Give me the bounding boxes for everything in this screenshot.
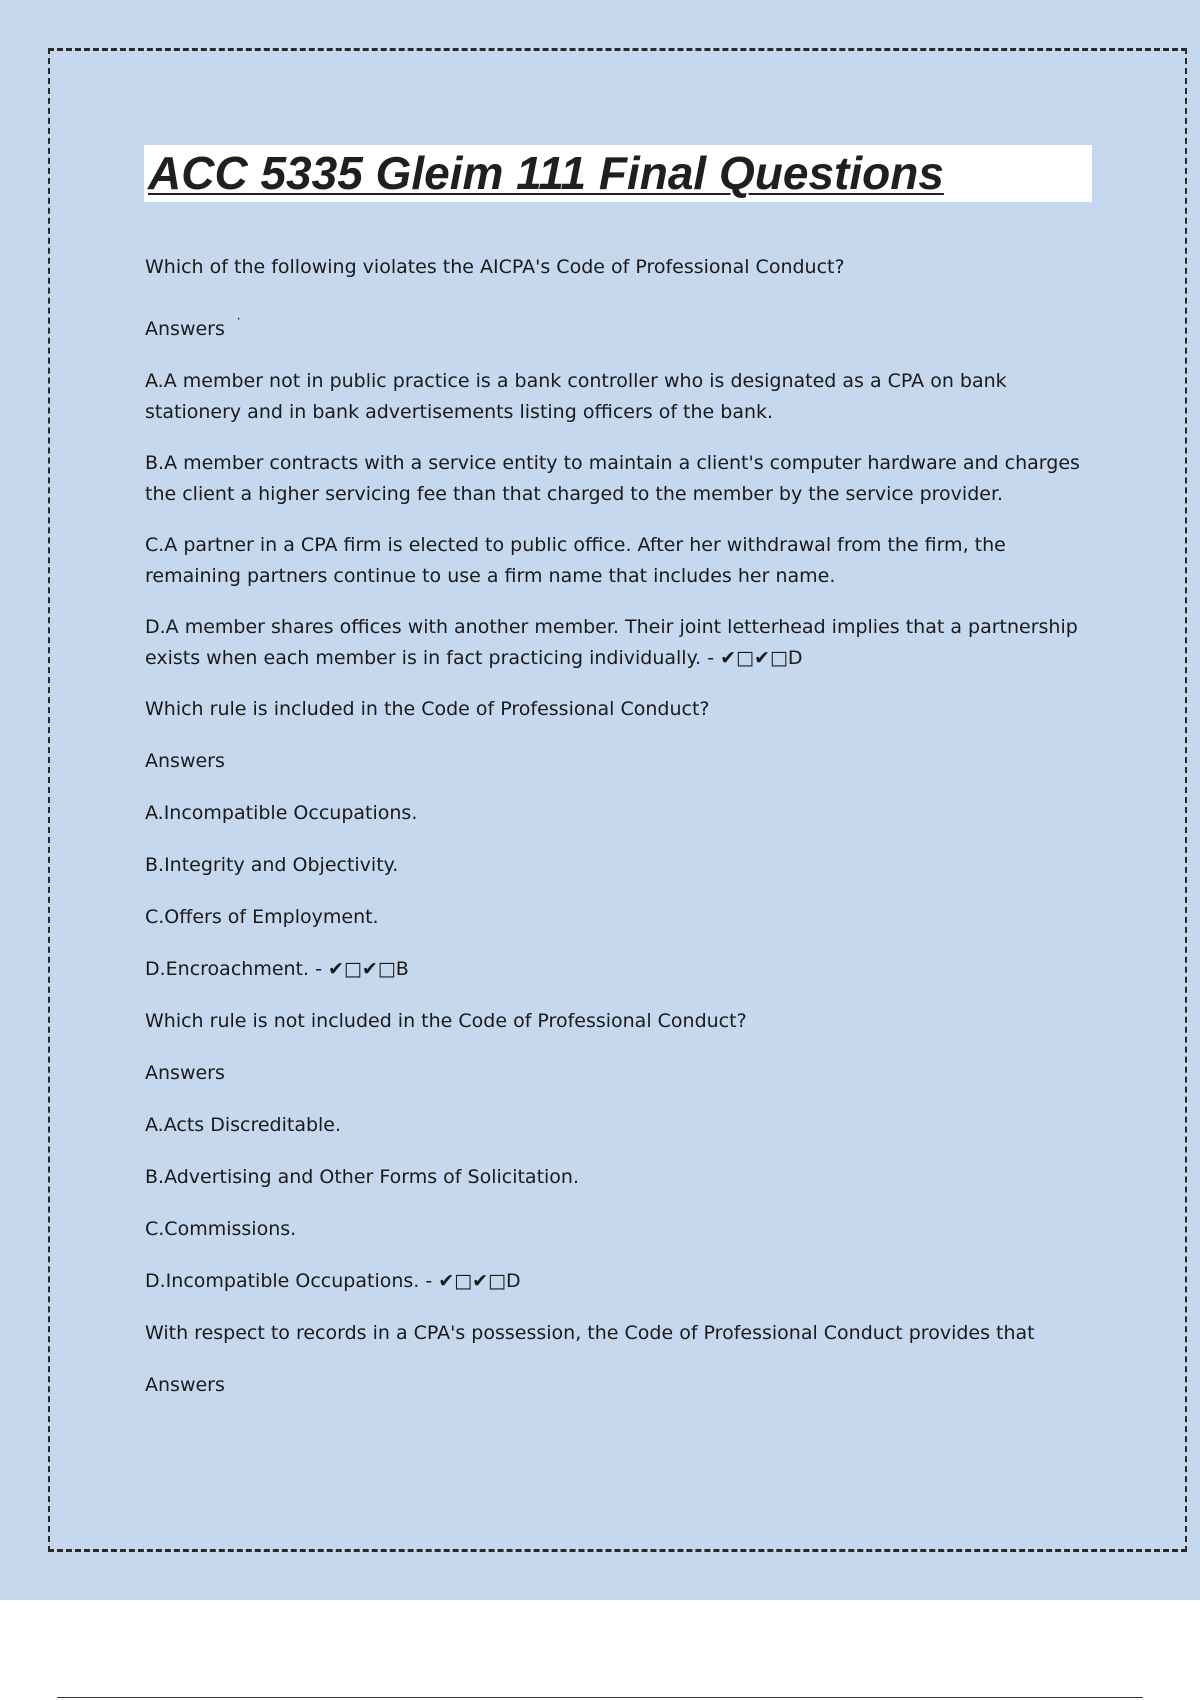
q1-option-c: C.A partner in a CPA firm is elected to public office. After her withdrawal from the firm, the remaining partners continue to use a firm name that includes her name. — [145, 534, 1006, 587]
title-box — [144, 145, 1092, 202]
q3-option-b: B.Advertising and Other Forms of Solicitation. — [145, 1166, 580, 1188]
q1-option-d: D.A member shares offices with another member. Their joint letterhead implies that a partnership exists when each member is in fact practicing individually. - ✔□✔□D — [145, 616, 1078, 669]
q2-option-d: D.Encroachment. - ✔□✔□B — [145, 958, 409, 980]
answers-label-2: Answers — [145, 750, 225, 772]
q3-option-c: C.Commissions. — [145, 1218, 297, 1240]
question-3: Which rule is not included in the Code of Professional Conduct? — [145, 1010, 747, 1032]
question-2: Which rule is included in the Code of Professional Conduct? — [145, 698, 710, 720]
footer-rule — [57, 1697, 1143, 1698]
question-1: Which of the following violates the AICPA's Code of Professional Conduct? — [145, 256, 845, 278]
answers-label-1: Answers · — [145, 312, 241, 340]
q1-option-b: B.A member contracts with a service entity to maintain a client's computer hardware and charges the client a higher servicing fee than that charged to the member by the service provider. — [145, 452, 1080, 505]
q2-option-a: A.Incompatible Occupations. — [145, 802, 418, 824]
question-4: With respect to records in a CPA's possession, the Code of Professional Conduct provides that — [145, 1322, 1035, 1344]
q3-option-a: A.Acts Discreditable. — [145, 1114, 342, 1136]
document-title: ACC 5335 Gleim 111 Final Questions — [148, 147, 944, 199]
q2-option-c: C.Offers of Employment. — [145, 906, 379, 928]
q1-option-a: A.A member not in public practice is a bank controller who is designated as a CPA on bank stationery and in bank advertisements listing officers of the bank. — [145, 370, 1007, 423]
answers-label-4: Answers — [145, 1374, 225, 1396]
q2-option-b: B.Integrity and Objectivity. — [145, 854, 399, 876]
document-body — [145, 252, 1095, 1422]
answers-label-3: Answers — [145, 1062, 225, 1084]
q3-option-d: D.Incompatible Occupations. - ✔□✔□D — [145, 1270, 521, 1292]
